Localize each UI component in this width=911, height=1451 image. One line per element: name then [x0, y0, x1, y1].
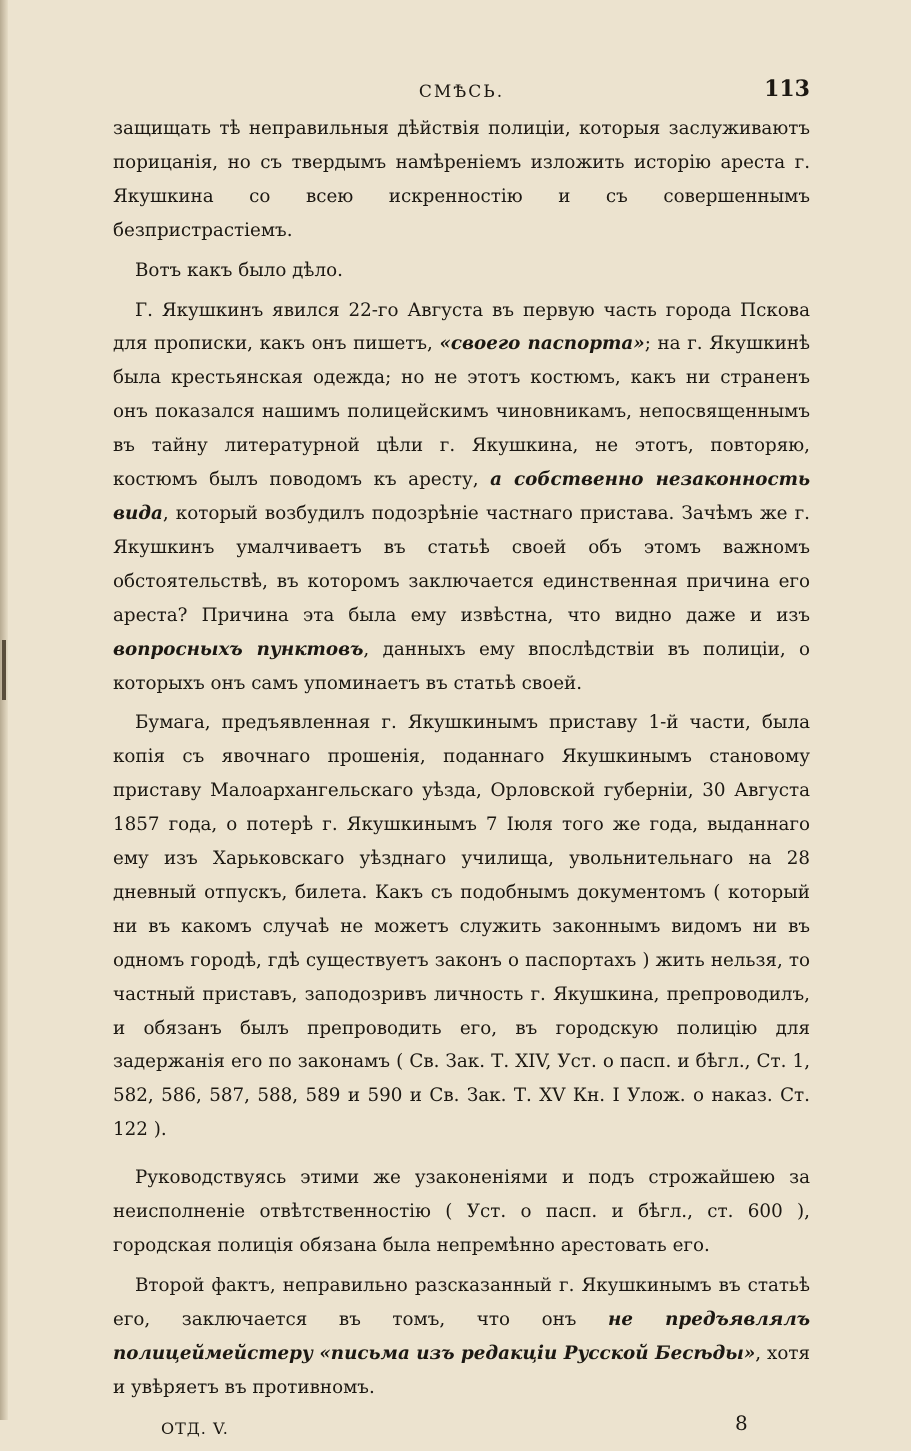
- page-edge: [0, 0, 8, 1420]
- text-run: , данныхъ ему впослѣдствіи въ полиціи, о которыхъ онъ самъ упоминаетъ въ статьѣ своей.: [113, 638, 811, 694]
- emphasized-text: не предъявлялъ полицеймейстеру «письма изъ редакціи Русской Бесѣды»: [113, 1308, 810, 1364]
- paragraph-intro: [113, 254, 810, 288]
- paragraph-continuation: [113, 112, 810, 248]
- text-run: Г. Якушкинъ явился 22-го Августа въ первую часть города Пскова для прописки, какъ онъ пишетъ,: [113, 299, 810, 355]
- running-title: СМѢСЬ.: [418, 82, 505, 102]
- paragraph-city-police: [113, 1161, 810, 1263]
- emphasized-text: «своего паспорта»: [439, 333, 645, 355]
- text-run: защищать тѣ неправильныя дѣйствія полиціи, которыя заслуживаютъ порицанія, но съ твердымъ намѣреніемъ изложить исторію ареста г. Якушкина со всею искренностію и съ совершеннымъ безпристрастіемъ.: [113, 118, 810, 241]
- emphasized-text: вопросныхъ пунктовъ: [113, 638, 364, 660]
- text-run: Вотъ какъ было дѣло.: [135, 259, 343, 281]
- text-run: Второй фактъ, неправильно разсказанный г. Якушкинымъ въ статьѣ его, заключается въ томъ, что онъ: [113, 1274, 810, 1330]
- paragraph-arrest-account: [113, 294, 810, 701]
- text-run: Руководствуясь этими же узаконеніями и подъ строжайшею за неисполненіе отвѣтственностію ( Уст. о пасп. и бѣгл., ст. 600 ), городская полиція обязана была непремѣнно арестовать его.: [113, 1167, 810, 1256]
- book-page: [113, 76, 810, 1451]
- page-footer: [113, 1411, 810, 1451]
- running-head: [113, 76, 810, 112]
- page-number: 113: [764, 76, 810, 102]
- paragraph-document-details: [113, 706, 810, 1147]
- binding-mark: [2, 640, 6, 700]
- text-run: , хотя и увѣряетъ въ противномъ.: [113, 1342, 810, 1398]
- text-run: , который возбудилъ подозрѣніе частнаго пристава. Зачѣмъ же г. Якушкинъ умалчиваетъ въ статьѣ своей объ этомъ важномъ обстоятельствѣ, въ которомъ заключается единственная причина его ареста? Причина эта была ему извѣстна, что видно даже и изъ: [113, 502, 810, 626]
- text-run: ; на г. Якушкинѣ была крестьянская одежда; но не этотъ костюмъ, какъ ни страненъ онъ показался нашимъ полицейскимъ чиновникамъ, непосвященнымъ въ тайну литературной цѣли г. Якушкина, не этотъ, повторяю, костюмъ былъ поводомъ къ аресту,: [113, 333, 810, 491]
- sheet-number: 8: [735, 1410, 748, 1435]
- text-run: Бумага, предъявленная г. Якушкинымъ приставу 1-й части, была копія съ явочнаго прошенія, поданнаго Якушкинымъ становому приставу Малоархангельскаго уѣзда, Орловской губерніи, 30 Августа 1857 года, о потерѣ г. Якушкинымъ 7 Іюля того же года, выданнаго ему изъ Харьковскаго уѣзднаго училища, увольнительнаго на 28 дневный отпускъ, билета. Какъ съ подобнымъ документомъ ( который ни въ какомъ случаѣ не можетъ служить законнымъ видомъ ни въ одномъ городѣ, гдѣ существуетъ законъ о паспортахъ ) жить нельзя, то частный приставъ, заподозривъ личность г. Якушкина, препроводилъ, и обязанъ былъ препроводить его, въ городскую полицію для задержанія его по законамъ ( Св. Зак. Т. XIV, Уст. о пасп. и бѣгл., Ст. 1, 582, 586, 587, 588, 589 и 590 и Св. Зак. Т. XV Кн. I Улож. о наказ. Ст. 122 ).: [113, 712, 810, 1141]
- emphasized-text: а собственно незаконность вида: [113, 469, 811, 524]
- paragraph-second-fact: [113, 1269, 810, 1405]
- signature-mark: ОТД. V.: [161, 1418, 229, 1438]
